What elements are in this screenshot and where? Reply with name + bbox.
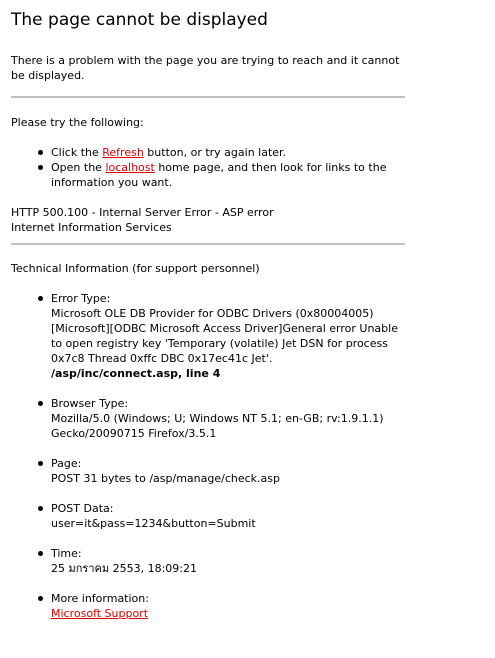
more-info-item [11, 591, 411, 621]
item-text-post: home page, and then look for links to the information you want. [51, 161, 387, 189]
bullet-icon [38, 596, 43, 601]
localhost-link[interactable]: localhost [105, 161, 155, 174]
error-type-message: [Microsoft][ODBC Microsoft Access Driver]General error Unable to open registry key 'Temporary (volatile) Jet DSN for process 0x7c8 Thread 0xffc DBC 0x17ec41c Jet'. [51, 322, 398, 365]
list-item [11, 145, 411, 160]
page-label: Page: [51, 457, 82, 470]
list-item [11, 160, 411, 190]
divider [11, 96, 405, 98]
time-value: 25 มกราคม 2553, 18:09:21 [51, 562, 197, 575]
server-name: Internet Information Services [11, 221, 172, 234]
post-data-item [11, 501, 411, 531]
error-location: /asp/inc/connect.asp, line 4 [51, 367, 221, 380]
refresh-link[interactable]: Refresh [102, 146, 144, 159]
try-list [11, 145, 411, 190]
page-item [11, 456, 411, 486]
bullet-icon [38, 150, 43, 155]
intro-text: There is a problem with the page you are trying to reach and it cannot be displayed. [11, 54, 400, 82]
browser-type-item [11, 396, 411, 441]
divider [11, 243, 405, 245]
time-label: Time: [51, 547, 82, 560]
post-data-value: user=it&pass=1234&button=Submit [51, 517, 256, 530]
tech-list [11, 291, 411, 621]
error-type-item [11, 291, 411, 381]
item-text-pre: Open the [51, 161, 106, 174]
bullet-icon [38, 506, 43, 511]
error-type-label: Error Type: [51, 292, 111, 305]
bullet-icon [38, 551, 43, 556]
browser-type-label: Browser Type: [51, 397, 129, 410]
item-text-pre: Click the [51, 146, 103, 159]
error-type-provider: Microsoft OLE DB Provider for ODBC Drivers (0x80004005) [51, 307, 374, 320]
bullet-icon [38, 165, 43, 170]
post-data-label: POST Data: [51, 502, 114, 515]
time-item [11, 546, 411, 576]
browser-type-value: Mozilla/5.0 (Windows; U; Windows NT 5.1; en-GB; rv:1.9.1.1) Gecko/20090715 Firefox/3.5.1 [51, 412, 384, 440]
status-code: HTTP 500.100 - Internal Server Error - ASP error [11, 206, 274, 219]
microsoft-support-link[interactable]: Microsoft Support [51, 607, 149, 620]
tech-heading: Technical Information (for support personnel) [11, 262, 260, 275]
more-info-label: More information: [51, 592, 149, 605]
bullet-icon [38, 461, 43, 466]
page-value: POST 31 bytes to /asp/manage/check.asp [51, 472, 280, 485]
try-heading: Please try the following: [11, 116, 144, 129]
page-title: The page cannot be displayed [11, 10, 268, 30]
bullet-icon [38, 401, 43, 406]
item-text-post: button, or try again later. [143, 146, 287, 159]
status-block [11, 205, 411, 235]
error-page [11, 8, 411, 636]
bullet-icon [38, 296, 43, 301]
